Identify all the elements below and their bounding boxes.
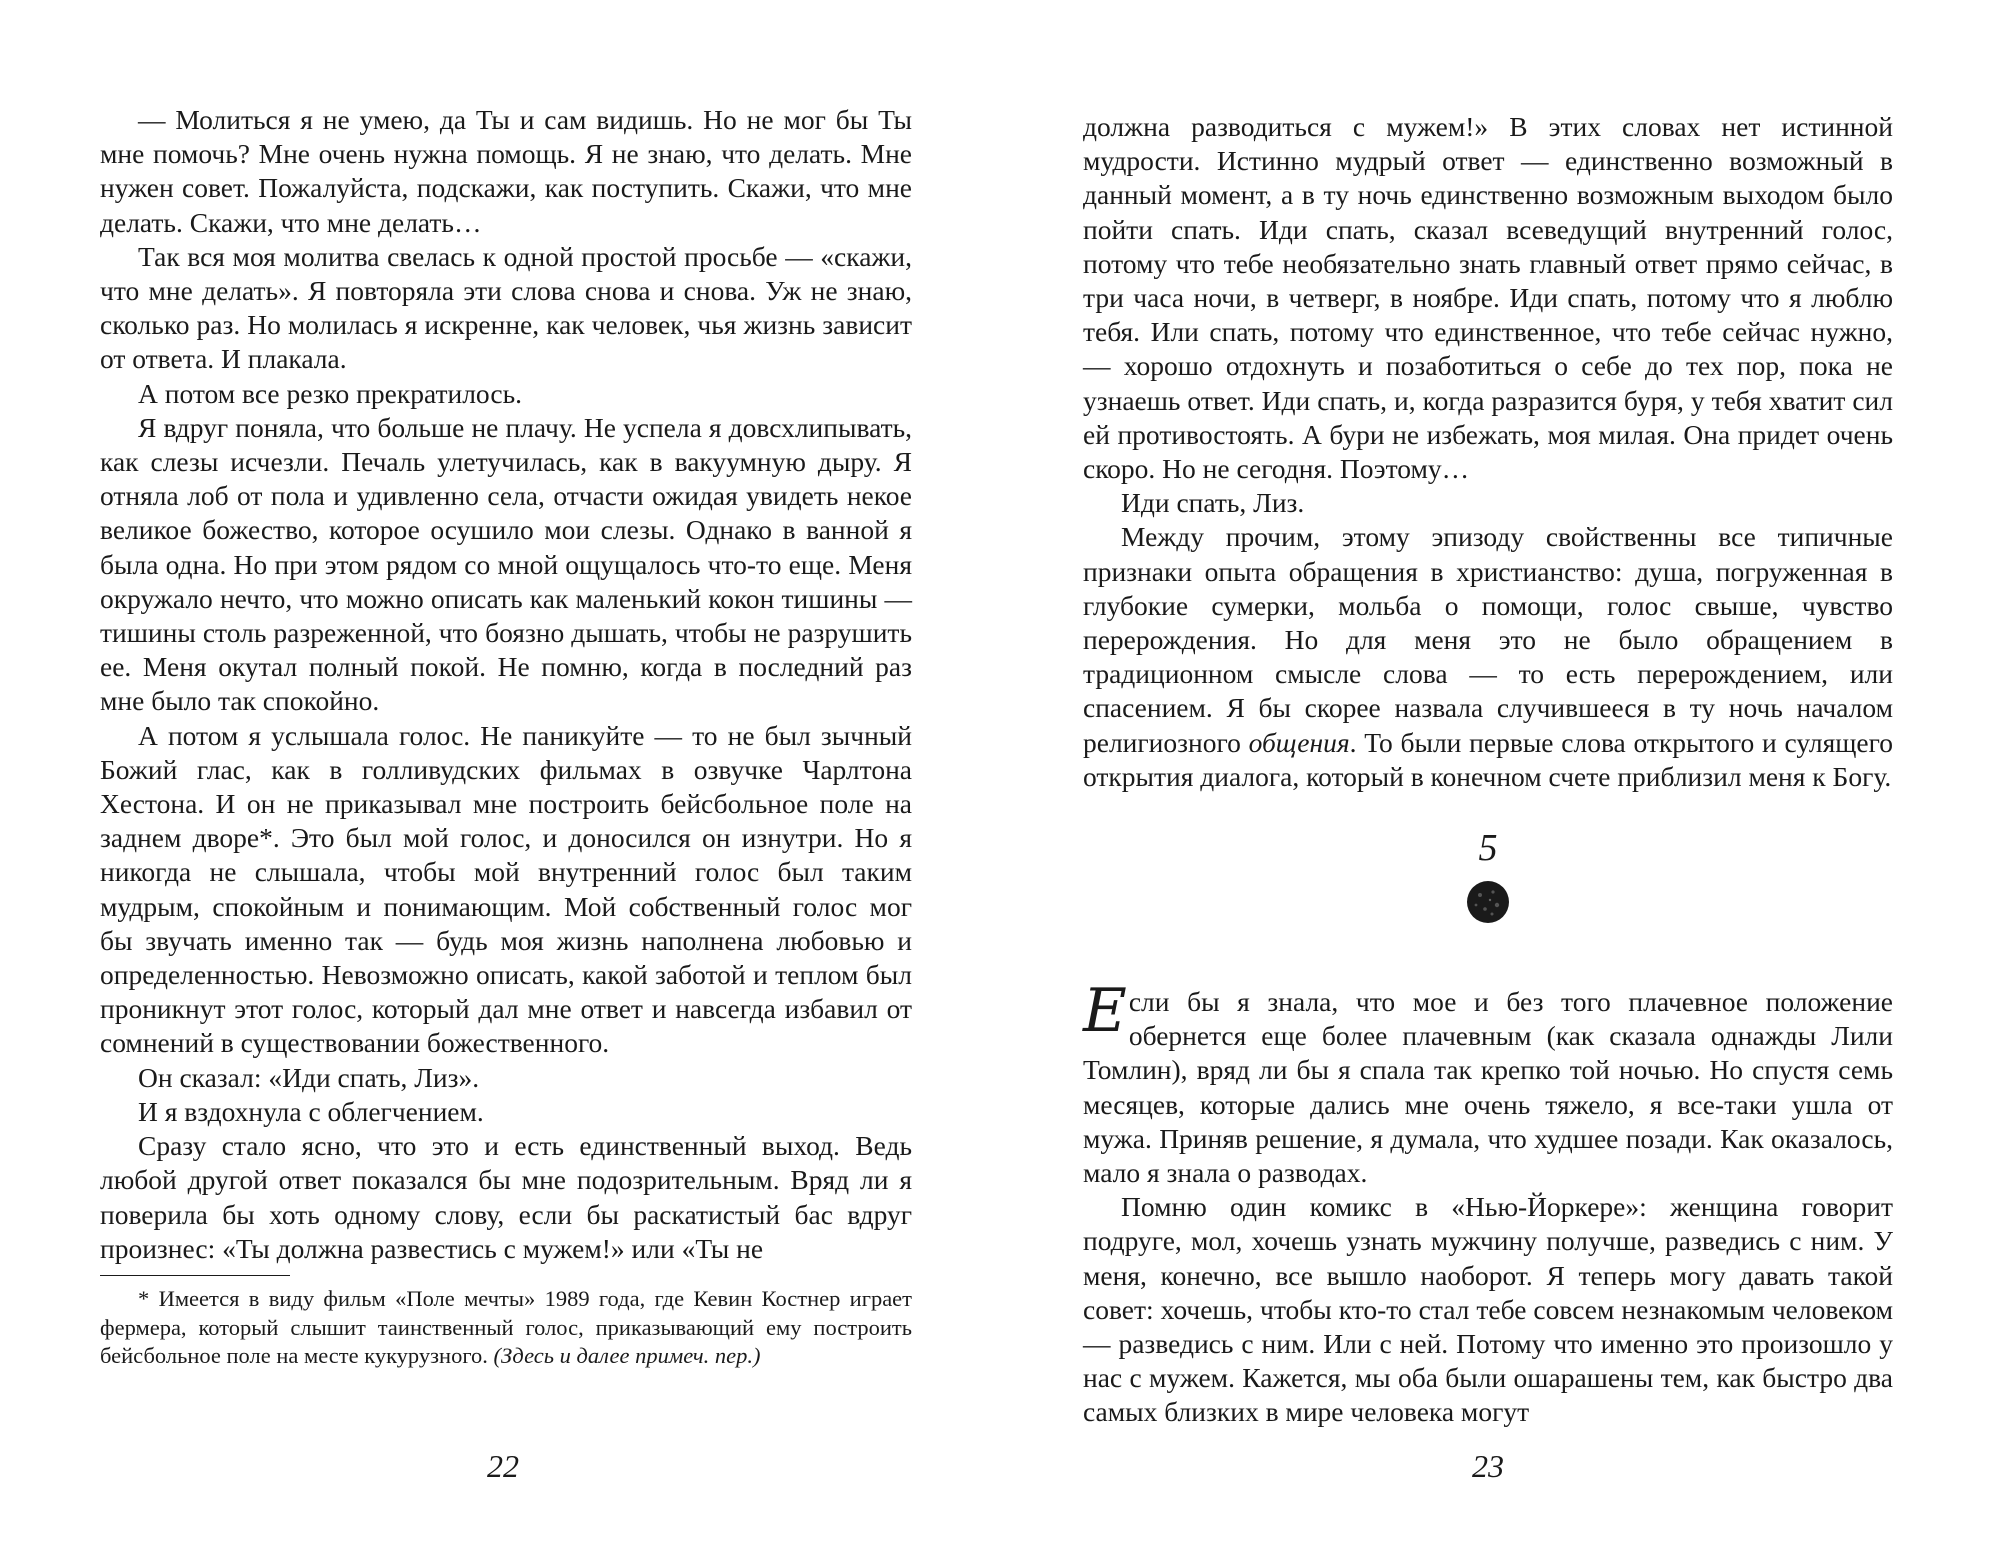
- chapter-ornament-icon: [1464, 878, 1512, 926]
- paragraph: Помню один комикс в «Нью-Йоркере»: женщина говорит подруге, мол, хочешь узнать мужчину получше, разведись с ним. У меня, конечно, все вышло наоборот. Я теперь могу давать такой совет: хочешь, чтобы кто-то стал тебе совсем незнакомым человеком — разведись с ним. Или с ней. Потому что именно это произошло у нас с мужем. Кажется, мы оба были ошарашены тем, как быстро два самых близких в мире человека могут: [1083, 1191, 1893, 1428]
- chapter-heading: [1083, 828, 1893, 938]
- paragraph: А потом я услышала голос. Не паникуйте — то не был зычный Божий глас, как в голливудских фильмах в озвучке Чарлтона Хестона. И он не приказывал мне построить бейсбольное поле на заднем дворе*. Это был мой голос, и доносился он изнутри. Но я никогда не слышала, чтобы мой внутренний голос был таким мудрым, спокойным и понимающим. Мой собственный голос мог бы звучать именно так — будь моя жизнь наполнена любовью и определенностью. Невозможно описать, какой заботой и теплом был проникнут этот голос, который дал мне ответ и навсегда избавил от сомнений в существовании божественного.: [100, 719, 912, 1059]
- footnote-text: [100, 1285, 912, 1371]
- paragraph: А потом все резко прекратилось.: [138, 377, 522, 409]
- chapter-number: 5: [1478, 827, 1498, 869]
- paragraph-text: Между прочим, этому эпизоду свойственны все типичные признаки опыта обращения в христианство: душа, погруженная в глубокие сумерки, мольба о помощи, голос свыше, чувство перерождения. Но для меня это не было обращением в традиционном смысле слова — то есть перерождением, или спасением. Я бы скорее назвала случившееся в ту ночь началом религиозного: [1083, 521, 1893, 758]
- paragraph: И я вздохнула с облегчением.: [138, 1095, 484, 1127]
- footnote-divider: [100, 1275, 290, 1276]
- italic-word: общения: [1248, 726, 1350, 758]
- page-number: 23: [1472, 1448, 1504, 1484]
- paragraph: Сразу стало ясно, что это и есть единственный выход. Ведь любой другой ответ показался бы мне подозрительным. Вряд ли я поверила бы хоть одному слову, если бы раскатистый бас вдруг произнес: «Ты должна развестись с мужем!» или «Ты не: [100, 1130, 912, 1264]
- paragraph: [1083, 520, 1893, 794]
- paragraph: Он сказал: «Иди спать, Лиз».: [138, 1061, 480, 1093]
- paragraph-text: сли бы я знала, что мое и без того плачевное положение обернется еще более плачевным (как сказала однажды Лили Томлин), вряд ли бы я спала так крепко той ночью. Но спустя семь месяцев, которые дались мне очень тяжело, я все-таки ушла от мужа. Приняв решение, я думала, что худшее позади. Как оказалось, мало я знала о разводах.: [1083, 986, 1893, 1189]
- left-page-body: [100, 103, 912, 1266]
- footnote: [100, 1285, 912, 1371]
- paragraph: должна разводиться с мужем!» В этих словах нет истинной мудрости. Истинно мудрый ответ — единственно возможный в данный момент, а в ту ночь единственно возможным выходом было пойти спать. Иди спать, сказал всеведущий внутренний голос, потому что тебе необязательно знать главный ответ прямо сейчас, в три часа ночи, в четверг, в ноябре. Иди спать, потому что я люблю тебя. Или спать, потому что единственное, что тебе сейчас нужно, — хорошо отдохнуть и позаботиться о себе до тех пор, пока не узнаешь ответ. Иди спать, и, когда разразится буря, у тебя хватит сил ей противостоять. А бури не избежать, моя милая. Она придет очень скоро. Но не сегодня. Поэтому…: [1083, 111, 1893, 485]
- drop-cap: Е: [1083, 976, 1127, 1046]
- footnote-body: * Имеется в виду фильм «Поле мечты» 1989 года, где Кевин Костнер играет фермера, который слышит таинственный голос, приказывающий ему построить бейсбольное поле на месте кукурузного.: [100, 1286, 912, 1369]
- chapter-opening-paragraph: [1083, 976, 1893, 1190]
- paragraph: Иди спать, Лиз.: [1121, 487, 1305, 519]
- chapter-body: [1083, 976, 1893, 1430]
- right-page-body: [1083, 110, 1893, 794]
- paragraph: — Молиться я не умею, да Ты и сам видишь. Но не мог бы Ты мне помочь? Мне очень нужна помощь. Я не знаю, что делать. Мне нужен совет. Пожалуйста, подскажи, как поступить. Скажи, что мне делать. Скажи, что мне делать…: [100, 104, 912, 238]
- page-number: 22: [487, 1448, 519, 1484]
- paragraph: Я вдруг поняла, что больше не плачу. Не успела я довсхлипывать, как слезы исчезли. Печаль улетучилась, как в вакуумную дыру. Я отняла лоб от пола и удивленно села, отчасти ожидая увидеть некое великое божество, которое осушило мои слезы. Однако в ванной я была одна. Но при этом рядом со мной ощущалось что-то еще. Меня окружало нечто, что можно описать как маленький кокон тишины — тишины столь разреженной, что боязно дышать, чтобы не разрушить ее. Меня окутал полный покой. Не помню, когда в последний раз мне было так спокойно.: [100, 411, 912, 717]
- paragraph-text: . То были первые слова открытого и сулящего открытия диалога, который в конечном счете приблизил меня к Богу.: [1083, 726, 1893, 792]
- paragraph: Так вся моя молитва свелась к одной простой просьбе — «скажи, что мне делать». Я повторяла эти слова снова и снова. Уж не знаю, сколько раз. Но молилась я искренне, как человек, чья жизнь зависит от ответа. И плакала.: [100, 240, 912, 375]
- footnote-translator-note: (Здесь и далее примеч. пер.): [493, 1343, 761, 1369]
